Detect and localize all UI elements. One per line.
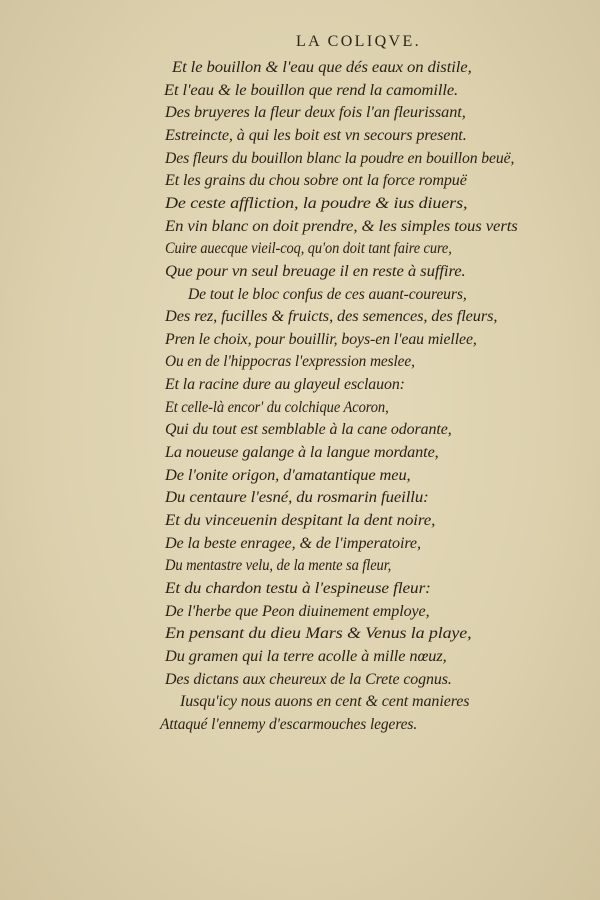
verse-line: Des rez, fucilles & fruicts, des semences, des fleurs, [165, 308, 498, 326]
verse-line: Iusqu'icy nous auons en cent & cent manieres [180, 693, 470, 711]
verse-line: De ceste affliction, la poudre & ius diuers, [165, 194, 468, 212]
verse-line: Attaqué l'ennemy d'escarmouches legeres. [160, 715, 418, 733]
verse-line: De la beste enragee, & de l'imperatoire, [165, 534, 421, 552]
verse-line: Et les grains du chou sobre ont la force rompuë [165, 172, 467, 190]
verse-line: Et du chardon testu à l'espineuse fleur: [165, 579, 431, 597]
verse-line: La noueuse galange à la langue mordante, [165, 444, 439, 462]
verse-line: Des bruyeres la fleur deux fois l'an fleurissant, [165, 104, 466, 122]
verse-line: Qui du tout est semblable à la cane odorante, [165, 421, 452, 439]
verse-line: De l'onite origon, d'amatantique meu, [165, 466, 411, 484]
verse-line: Et la racine dure au glayeul esclauon: [165, 376, 405, 394]
verse-line: Que pour vn seul breuage il en reste à suffire. [165, 262, 466, 280]
verse-line: Estreincte, à qui les boit est vn secours present. [165, 126, 467, 144]
verse-line: Cuire auecque vieil-coq, qu'on doit tant faire cure, [165, 240, 452, 258]
verse-line: De l'herbe que Peon diuinement employe, [165, 602, 430, 620]
verse-line: Des dictans aux cheureux de la Crete cognus. [165, 670, 452, 688]
verse-line: Des fleurs du bouillon blanc la poudre en bouillon beuë, [165, 149, 515, 167]
verse-line: De tout le bloc confus de ces auant-coureurs, [188, 285, 467, 303]
verse-line: Et le bouillon & l'eau que dés eaux on distile, [172, 59, 472, 76]
verse-line: Du mentastre velu, de la mente sa fleur, [165, 557, 392, 575]
verse-line: Et celle-là encor' du colchique Acoron, [165, 398, 389, 416]
verse-line: En pensant du dieu Mars & Venus la playe, [165, 625, 472, 643]
verse-line: Ou en de l'hippocras l'expression meslee, [165, 353, 415, 371]
verse-line: Du centaure l'esné, du rosmarin fueillu: [165, 489, 429, 507]
verse-line: Pren le choix, pour bouillir, boys-en l'eau miellee, [165, 330, 477, 348]
verse-line: En vin blanc on doit prendre, & les simples tous verts [165, 217, 518, 235]
verse-line: Et du vinceuenin despitant la dent noire, [165, 512, 436, 529]
verse-line: Et l'eau & le bouillon que rend la camomille. [164, 81, 459, 99]
verse-line: Du gramen qui la terre acolle à mille nœuz, [165, 647, 447, 665]
running-head: LA COLIQVE. [296, 33, 422, 50]
